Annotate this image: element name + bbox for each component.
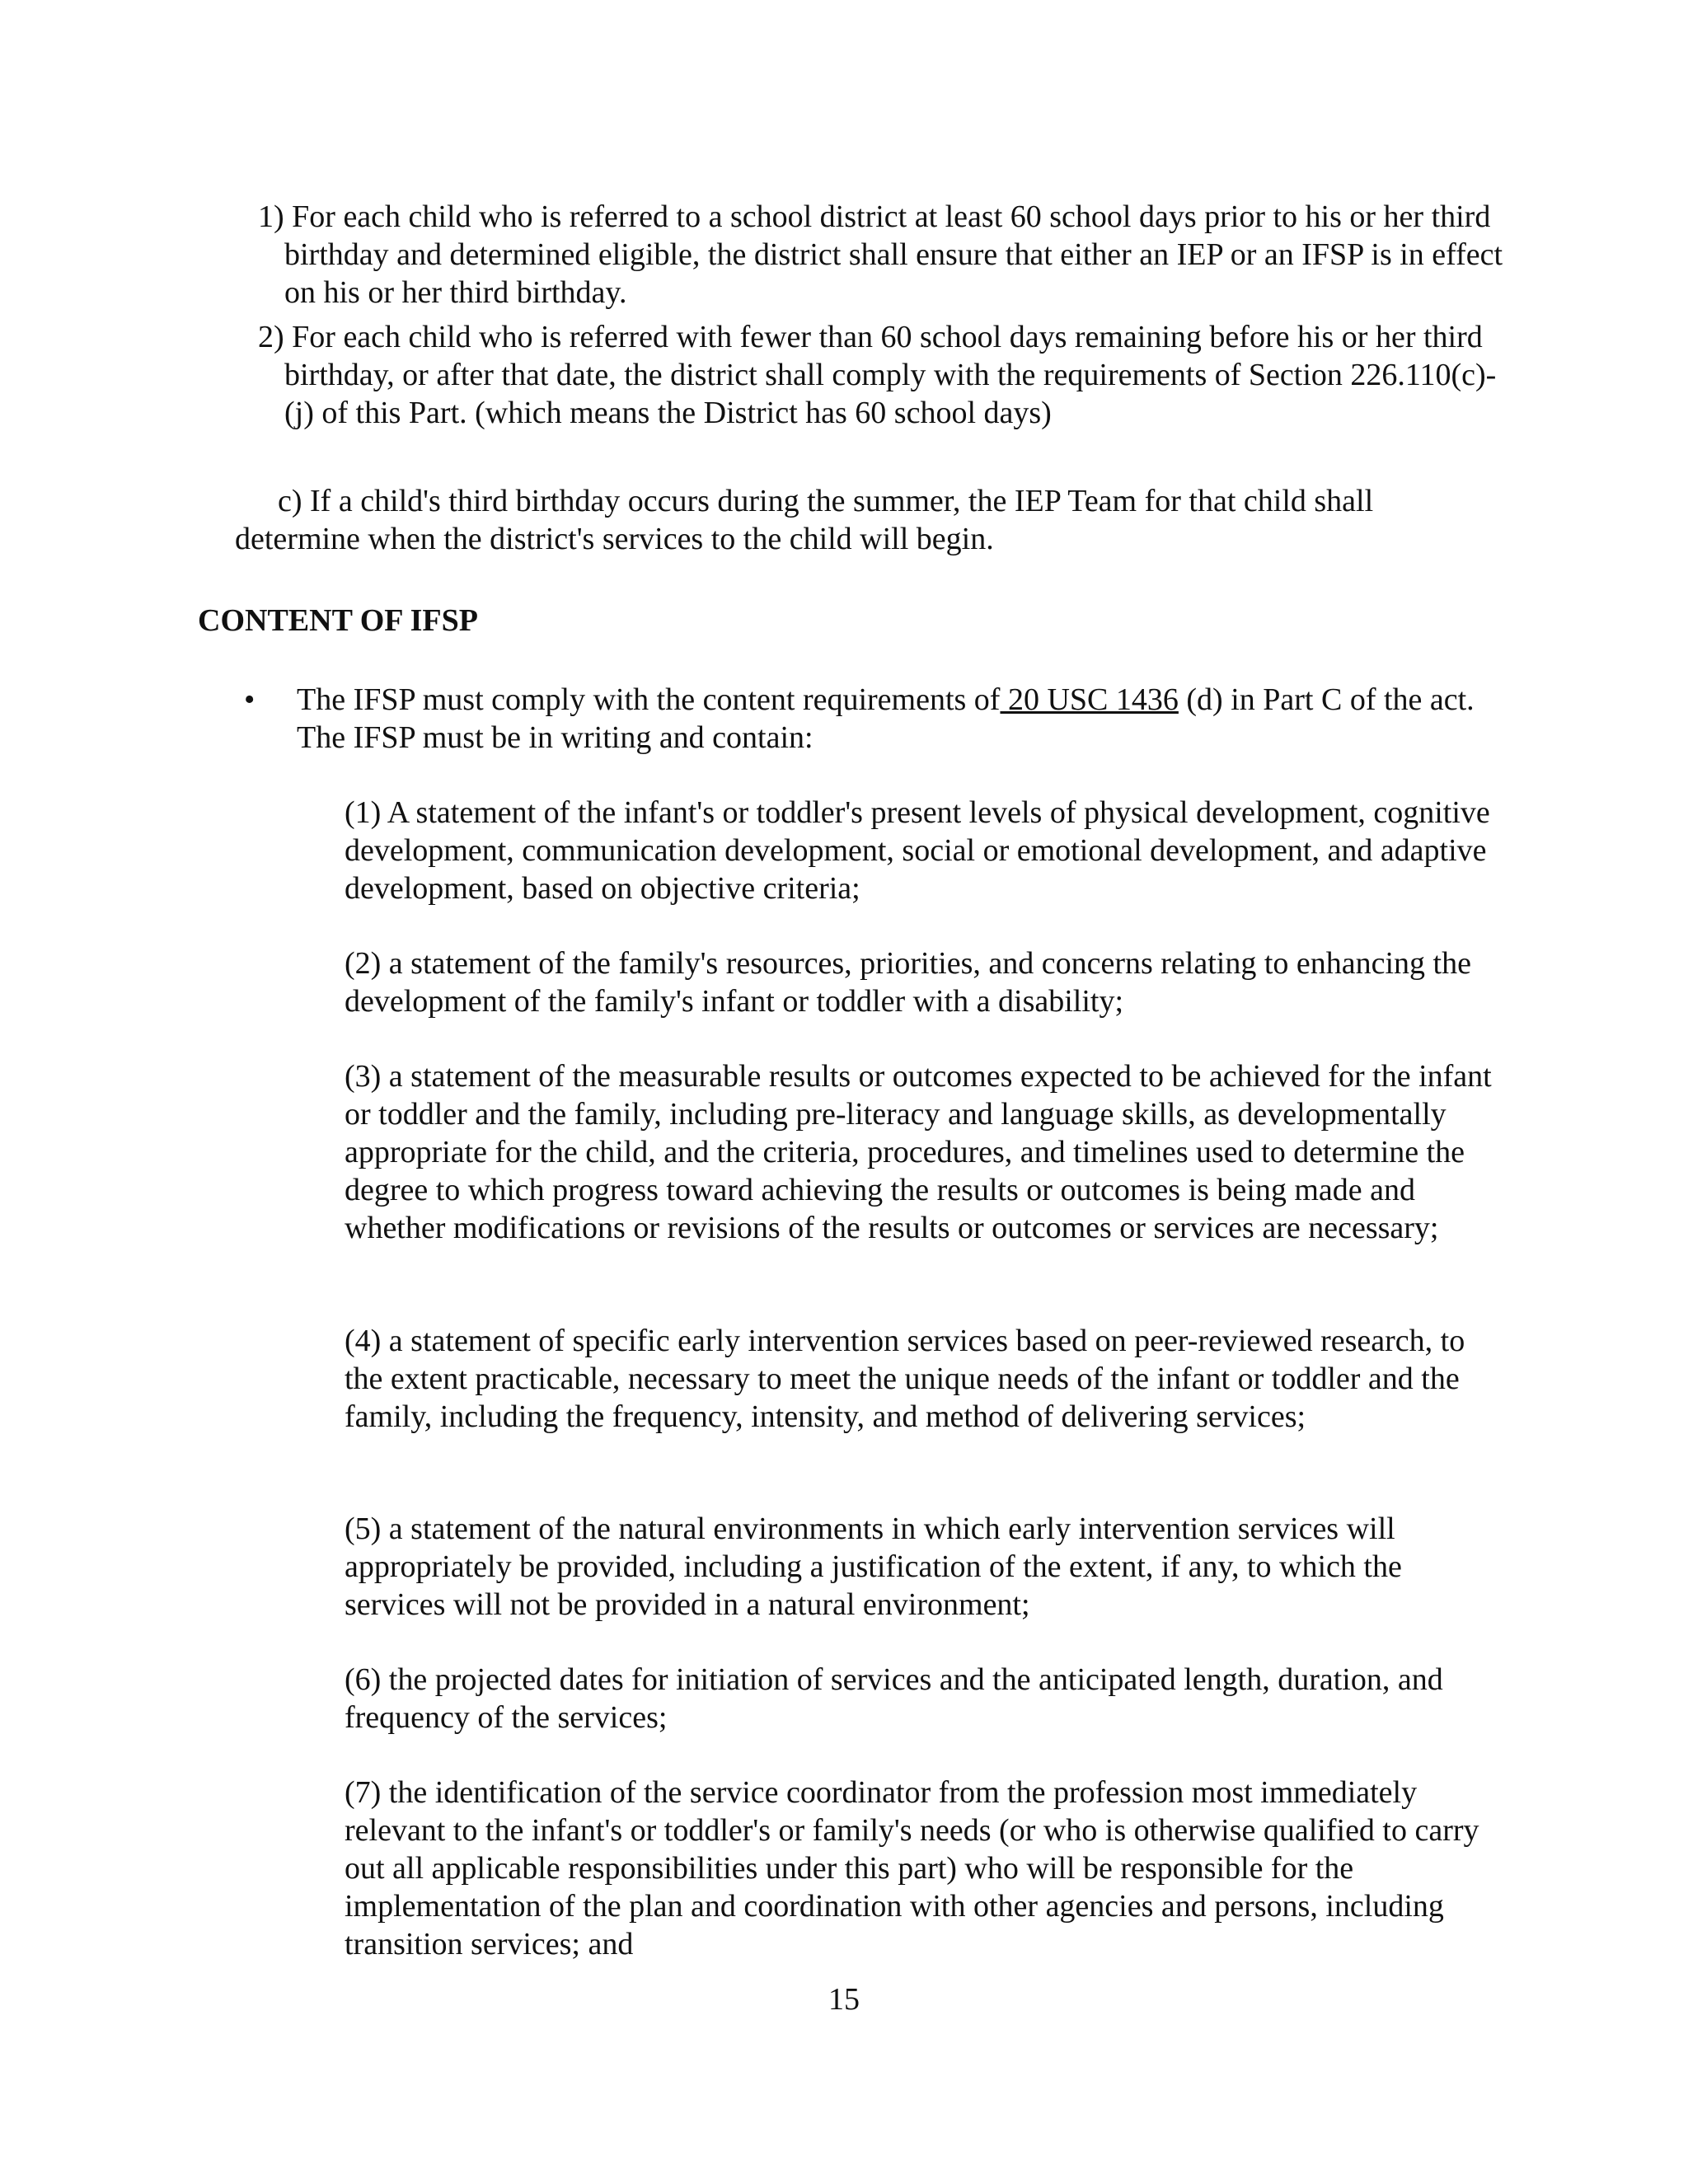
bullet-paragraph: [297, 681, 1492, 757]
requirement-7: (7) the identification of the service coordinator from the profession most immediately relevant to the infant's or toddler's or family's needs (or who is otherwise qualified to carry out all applicable responsibilities under this part) who will be responsible for the implementation of the plan and coordination with other agencies and persons, including transition services; and: [345, 1775, 1479, 1961]
bullet-icon: •: [244, 682, 256, 717]
requirement-4: (4) a statement of specific early intervention services based on peer-reviewed research, to the extent practicable, necessary to meet the unique needs of the infant or toddler and the family, including the frequency, intensity, and method of delivering services;: [345, 1324, 1465, 1434]
page-number: 15: [828, 1982, 860, 2017]
requirement-1: (1) A statement of the infant's or toddler's present levels of physical development, cognitive development, communication development, social or emotional development, and adaptive development, based on objective criteria;: [345, 795, 1490, 906]
numbered-item-2: 2) For each child who is referred with fewer than 60 school days remaining before his or her third birthday, or after that date, the district shall comply with the requirements of Section 226.110(c)-(j) of this Part. (which means the District has 60 school days): [258, 320, 1497, 430]
section-heading: CONTENT OF IFSP: [198, 603, 478, 638]
item-c-paragraph: c) If a child's third birthday occurs during the summer, the IEP Team for that child shall determine when the district's services to the child will begin.: [235, 484, 1374, 556]
requirement-6: (6) the projected dates for initiation of services and the anticipated length, duration, and frequency of the services;: [345, 1662, 1443, 1735]
requirement-2: (2) a statement of the family's resources, priorities, and concerns relating to enhancing the development of the family's infant or toddler with a disability;: [345, 946, 1471, 1019]
bullet-text-after: (d) in Part C of the act. The IFSP must be in writing and contain:: [297, 682, 1475, 755]
usc-link[interactable]: 20 USC 1436: [1000, 682, 1179, 717]
numbered-item-1: 1) For each child who is referred to a school district at least 60 school days prior to his or her third birthday and determined eligible, the district shall ensure that either an IEP or an IFSP is in effect on his or her third birthday.: [258, 199, 1503, 310]
requirement-5: (5) a statement of the natural environments in which early intervention services will appropriately be provided, including a justification of the extent, if any, to which the services will not be provided in a natural environment;: [345, 1511, 1402, 1622]
bullet-text-before: The IFSP must comply with the content requirements of: [297, 682, 1001, 717]
requirement-3: (3) a statement of the measurable results or outcomes expected to be achieved for the infant or toddler and the family, including pre-literacy and language skills, as developmentally appropriate for the child, and the criteria, procedures, and timelines used to determine the degree to which progress toward achieving the results or outcomes is being made and whether modifications or revisions of the results or outcomes or services are necessary;: [345, 1059, 1492, 1245]
